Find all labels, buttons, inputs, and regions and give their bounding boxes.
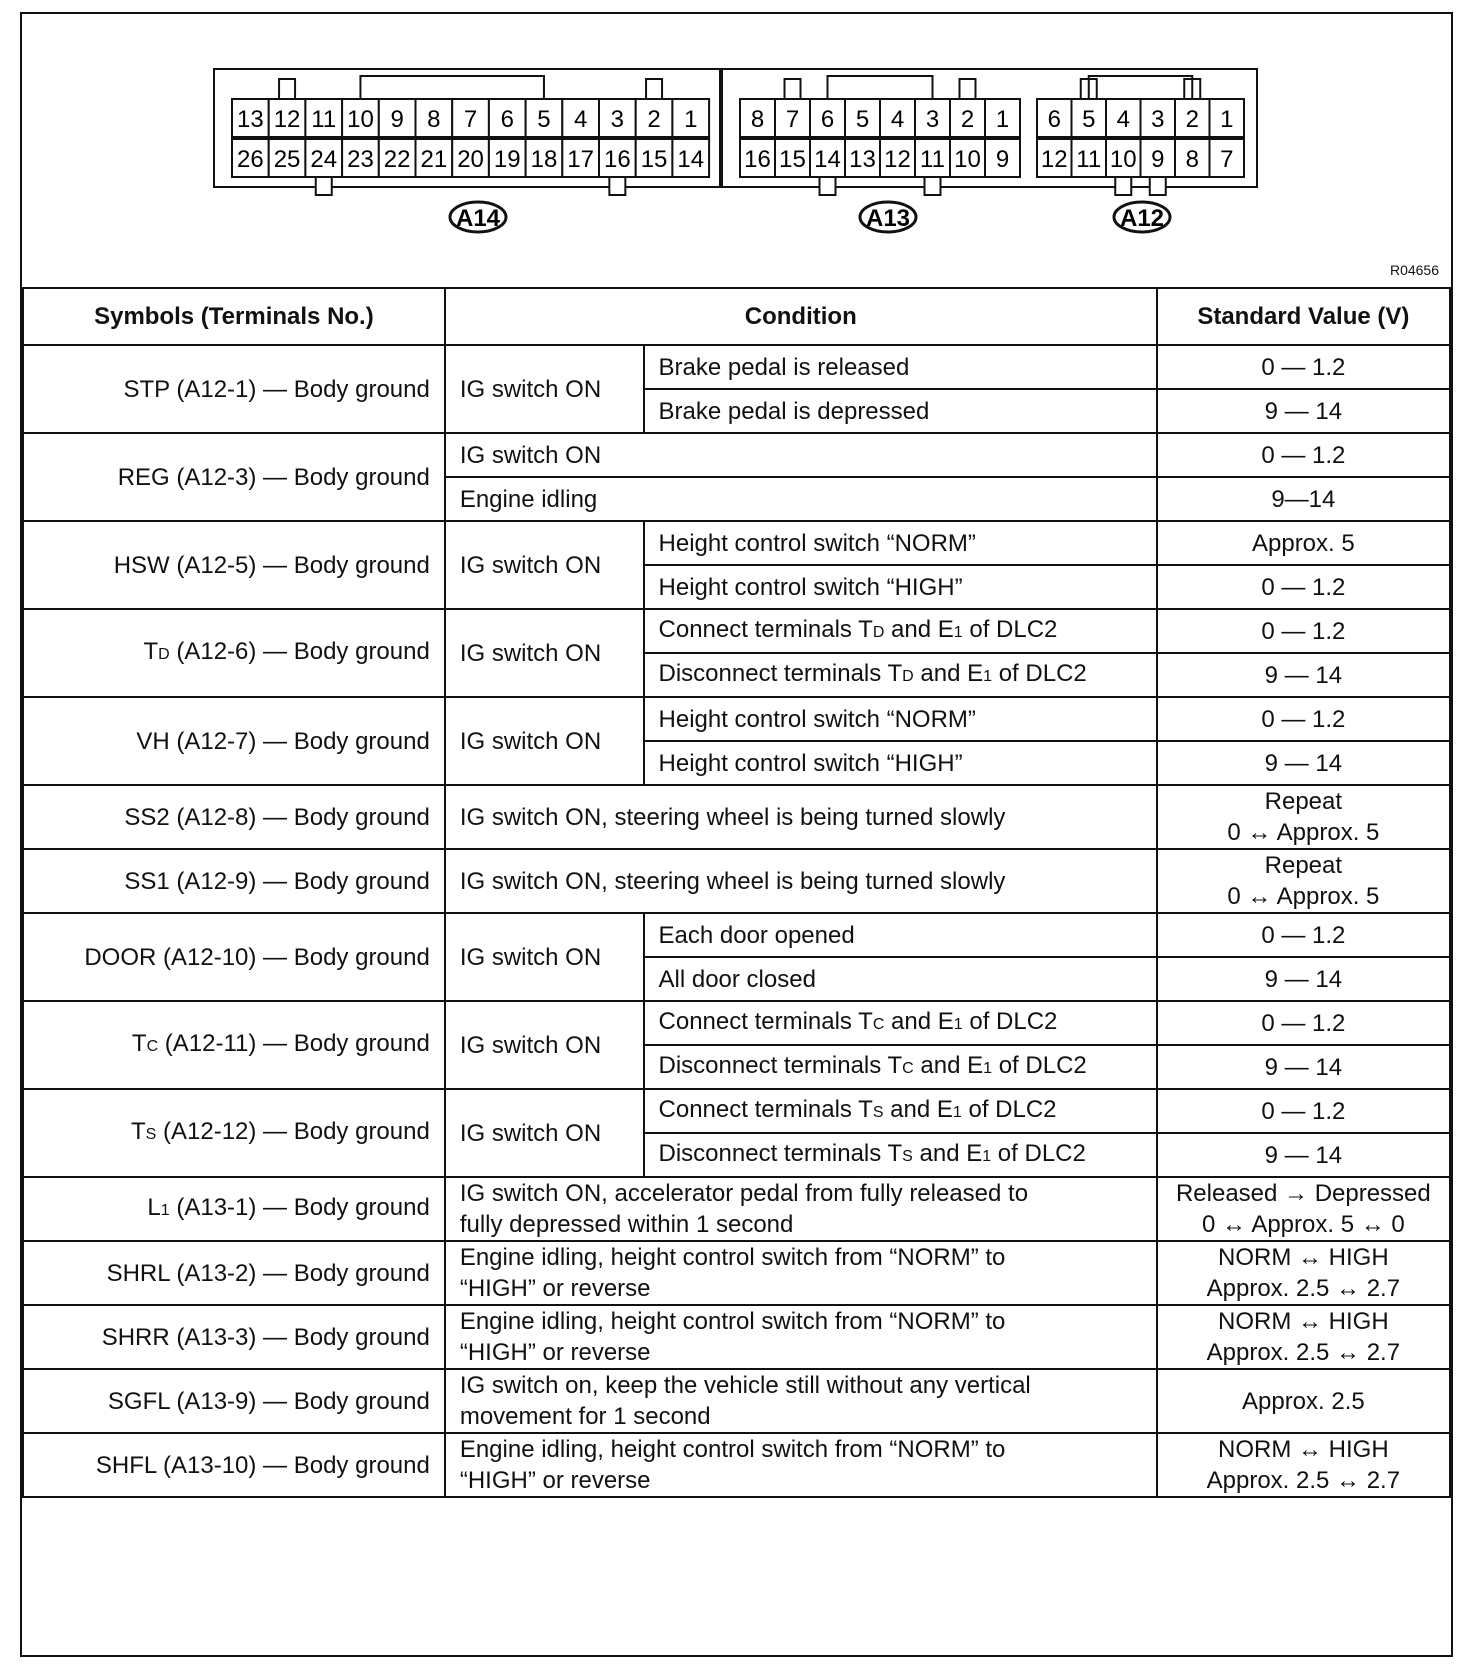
terminal-number: 5 [537, 106, 551, 133]
cond-subscript: 1 [982, 1148, 992, 1165]
condition-sub [644, 1001, 1157, 1045]
table-row [23, 521, 1450, 565]
symbol-cell: SS1 (A12-9) — Body ground [23, 849, 445, 913]
condition-sub [644, 653, 1157, 697]
cond-text: Disconnect terminals T [658, 1052, 903, 1079]
condition-sub [644, 1133, 1157, 1177]
cond-text: Connect terminals T [658, 1008, 873, 1035]
figure-ref-code: R04656 [1389, 262, 1439, 278]
condition-cell: IG switch ON [445, 433, 1157, 477]
table-row [23, 1089, 1450, 1133]
value-line: Approx. 2.5 ↔ 2.7 [1206, 1467, 1401, 1494]
terminal-number: 23 [347, 146, 374, 173]
standard-value: 0 — 1.2 [1157, 697, 1450, 741]
standard-value: Approx. 2.5 [1157, 1369, 1450, 1433]
value-line: Approx. 2.5 ↔ 2.7 [1206, 1275, 1401, 1302]
terminal-number: 11 [1076, 146, 1102, 173]
table-row [23, 1177, 1450, 1241]
condition-main: IG switch ON [445, 1001, 644, 1089]
standard-value: 9—14 [1157, 477, 1450, 521]
cond-subscript: 1 [953, 624, 963, 641]
condition-main: IG switch ON [445, 521, 644, 609]
condition-main: IG switch ON [445, 1089, 644, 1177]
cond-text: and E [884, 616, 954, 643]
cond-text: of DLC2 [991, 1140, 1086, 1167]
header-standard-value: Standard Value (V) [1157, 288, 1450, 345]
condition-cell: Engine idling [445, 477, 1157, 521]
symbol-cell: VH (A12-7) — Body ground [23, 697, 445, 785]
condition-sub: Height control switch “HIGH” [644, 741, 1157, 785]
terminal-number: 7 [463, 106, 478, 133]
lock-tab [820, 177, 836, 195]
standard-value [1157, 1305, 1450, 1369]
condition-sub: Height control switch “HIGH” [644, 565, 1157, 609]
terminal-number: 10 [1109, 146, 1137, 173]
symbol-rest: (A12-11) — Body ground [158, 1030, 430, 1057]
terminal-number: 16 [603, 146, 631, 173]
cond-text: Connect terminals T [658, 1096, 873, 1123]
header-symbols: Symbols (Terminals No.) [23, 288, 445, 345]
cond-subscript: S [902, 1148, 913, 1165]
condition-sub: Each door opened [644, 913, 1157, 957]
terminal-number: 3 [925, 106, 940, 133]
symbol-prefix: L [147, 1194, 161, 1221]
standard-value [1157, 849, 1450, 913]
shorting-bar [360, 76, 544, 99]
cond-text: of DLC2 [992, 1052, 1087, 1079]
standard-value [1157, 1433, 1450, 1497]
cond-subscript: D [872, 624, 885, 641]
terminal-number: 1 [1220, 106, 1234, 133]
terminal-number: 5 [855, 106, 870, 133]
table-row [23, 1369, 1450, 1433]
connector-label: A14 [455, 205, 501, 232]
standard-value: 0 — 1.2 [1157, 1001, 1450, 1045]
terminal-number: 1 [684, 106, 698, 133]
cond-text: and E [883, 1096, 953, 1123]
terminal-number: 4 [1116, 106, 1130, 133]
lock-tab [1150, 177, 1166, 195]
value-line: NORM ↔ HIGH [1218, 1244, 1389, 1271]
terminal-number: 1 [995, 106, 1010, 133]
terminal-number: 9 [995, 146, 1010, 173]
cond-text: Disconnect terminals T [658, 1140, 903, 1167]
terminal-number: 9 [390, 106, 404, 133]
connector-svg [22, 14, 1451, 287]
terminal-number: 6 [820, 106, 835, 133]
lock-tab [609, 177, 625, 195]
lock-tab [925, 177, 941, 195]
condition-sub: Brake pedal is depressed [644, 389, 1157, 433]
table-row [23, 609, 1450, 653]
symbol-subscript: C [146, 1038, 159, 1055]
symbol-prefix: T [131, 1030, 147, 1057]
page-frame [20, 12, 1453, 1657]
cond-subscript: 1 [983, 668, 993, 685]
terminal-number: 24 [310, 146, 338, 173]
standard-value: 9 — 14 [1157, 1133, 1450, 1177]
condition-line: Engine idling, height control switch from “NORM” to [459, 1308, 1006, 1335]
table-row [23, 785, 1450, 849]
standard-value: 9 — 14 [1157, 1045, 1450, 1089]
table-row [23, 913, 1450, 957]
symbol-cell [23, 1001, 445, 1089]
condition-line: “HIGH” or reverse [459, 1275, 651, 1302]
terminal-number: 10 [347, 106, 374, 133]
condition-line: “HIGH” or reverse [459, 1339, 651, 1366]
symbol-cell [23, 609, 445, 697]
symbol-cell: SHFL (A13-10) — Body ground [23, 1433, 445, 1497]
connector-label: A12 [1119, 205, 1165, 232]
value-line: Released → Depressed [1175, 1180, 1431, 1207]
table-header-row [23, 288, 1450, 345]
standard-value: 0 — 1.2 [1157, 345, 1450, 389]
terminal-number: 11 [920, 146, 945, 173]
terminal-number: 2 [647, 106, 661, 133]
symbol-rest: (A13-1) — Body ground [169, 1194, 430, 1221]
value-line: Approx. 2.5 ↔ 2.7 [1206, 1339, 1401, 1366]
condition-sub: Height control switch “NORM” [644, 521, 1157, 565]
symbol-subscript: 1 [160, 1202, 170, 1219]
condition-sub [644, 609, 1157, 653]
symbol-rest: (A12-12) — Body ground [156, 1118, 430, 1145]
table-row [23, 345, 1450, 389]
shorting-bar [828, 76, 933, 99]
condition-line: IG switch on, keep the vehicle still without any vertical [459, 1372, 1031, 1399]
terminal-number: 6 [1047, 106, 1061, 133]
terminal-number: 10 [954, 146, 981, 173]
table-row [23, 697, 1450, 741]
table-row [23, 1241, 1450, 1305]
terminal-number: 9 [1151, 146, 1165, 173]
symbol-subscript: D [158, 646, 170, 663]
symbol-cell: SS2 (A12-8) — Body ground [23, 785, 445, 849]
terminal-number: 8 [1185, 146, 1199, 173]
standard-value [1157, 785, 1450, 849]
cond-text: Connect terminals T [658, 616, 873, 643]
symbol-cell: SHRR (A13-3) — Body ground [23, 1305, 445, 1369]
terminal-number: 26 [236, 146, 264, 173]
cond-text: Disconnect terminals T [658, 660, 903, 687]
symbol-cell: REG (A12-3) — Body ground [23, 433, 445, 521]
terminal-number: 18 [530, 146, 558, 173]
cond-text: and E [884, 1008, 954, 1035]
standard-value: 0 — 1.2 [1157, 433, 1450, 477]
terminal-number: 16 [744, 146, 771, 173]
value-line: Repeat [1264, 788, 1343, 815]
condition-main: IG switch ON [445, 697, 644, 785]
table-row [23, 1433, 1450, 1497]
value-line: 0 ↔ Approx. 5 [1227, 819, 1380, 846]
symbol-cell [23, 1089, 445, 1177]
connector-diagram [22, 14, 1451, 287]
condition-line: fully depressed within 1 second [459, 1211, 794, 1238]
standard-value: Approx. 5 [1157, 521, 1450, 565]
condition-cell [445, 1241, 1157, 1305]
condition-cell [445, 1369, 1157, 1433]
condition-cell: IG switch ON, steering wheel is being turned slowly [445, 849, 1157, 913]
terminal-number: 17 [567, 146, 595, 173]
cond-subscript: C [902, 1060, 914, 1077]
terminal-number: 8 [750, 106, 765, 133]
terminal-number: 11 [311, 106, 337, 133]
terminal-number: 12 [1040, 146, 1068, 173]
condition-line: Engine idling, height control switch from “NORM” to [459, 1244, 1006, 1271]
standard-value: 9 — 14 [1157, 741, 1450, 785]
lock-tab [646, 79, 662, 99]
connector-label: A13 [865, 205, 911, 232]
terminal-number: 3 [1151, 106, 1165, 133]
terminal-number: 4 [890, 106, 905, 133]
cond-subscript: 1 [952, 1104, 962, 1121]
terminal-number: 21 [420, 146, 448, 173]
terminal-number: 7 [1220, 146, 1234, 173]
terminal-spec-table [22, 287, 1451, 1498]
symbol-cell: SGFL (A13-9) — Body ground [23, 1369, 445, 1433]
standard-value: 9 — 14 [1157, 389, 1450, 433]
terminal-number: 14 [814, 146, 841, 173]
lock-tab [316, 177, 332, 195]
cond-text: of DLC2 [961, 1096, 1057, 1123]
condition-line: movement for 1 second [459, 1403, 711, 1430]
condition-sub [644, 1089, 1157, 1133]
header-condition: Condition [445, 288, 1157, 345]
condition-cell [445, 1305, 1157, 1369]
terminal-number: 12 [273, 106, 301, 133]
symbol-cell [23, 1177, 445, 1241]
lock-tab [960, 79, 976, 99]
condition-line: “HIGH” or reverse [459, 1467, 651, 1494]
shorting-bar [1089, 76, 1193, 99]
symbol-cell: SHRL (A13-2) — Body ground [23, 1241, 445, 1305]
terminal-number: 6 [500, 106, 514, 133]
standard-value [1157, 1177, 1450, 1241]
table-row [23, 1305, 1450, 1369]
standard-value: 0 — 1.2 [1157, 1089, 1450, 1133]
terminal-number: 22 [383, 146, 411, 173]
cond-text: and E [912, 1140, 983, 1167]
terminal-number: 8 [427, 106, 441, 133]
condition-sub: All door closed [644, 957, 1157, 1001]
standard-value [1157, 1241, 1450, 1305]
cond-subscript: D [902, 668, 914, 685]
symbol-cell: HSW (A12-5) — Body ground [23, 521, 445, 609]
terminal-number: 15 [779, 146, 806, 173]
condition-main: IG switch ON [445, 345, 644, 433]
terminal-number: 14 [677, 146, 705, 173]
standard-value: 9 — 14 [1157, 653, 1450, 697]
table-row [23, 1001, 1450, 1045]
value-line: 0 ↔ Approx. 5 ↔ 0 [1201, 1211, 1405, 1238]
condition-main: IG switch ON [445, 609, 644, 697]
condition-cell [445, 1177, 1157, 1241]
symbol-subscript: S [145, 1126, 157, 1143]
cond-text: of DLC2 [962, 616, 1058, 643]
cond-text: of DLC2 [962, 1008, 1058, 1035]
symbol-rest: (A12-6) — Body ground [169, 638, 430, 665]
symbol-cell: DOOR (A12-10) — Body ground [23, 913, 445, 1001]
condition-sub [644, 1045, 1157, 1089]
value-line: NORM ↔ HIGH [1218, 1436, 1389, 1463]
terminal-number: 13 [849, 146, 876, 173]
condition-line: Engine idling, height control switch from “NORM” to [459, 1436, 1006, 1463]
symbol-cell: STP (A12-1) — Body ground [23, 345, 445, 433]
condition-cell [445, 1433, 1157, 1497]
value-line: 0 ↔ Approx. 5 [1227, 883, 1380, 910]
terminal-number: 2 [960, 106, 975, 133]
symbol-prefix: T [143, 638, 159, 665]
terminal-number: 20 [457, 146, 484, 173]
cond-subscript: 1 [953, 1016, 963, 1033]
terminal-number: 3 [610, 106, 625, 133]
cond-text: and E [913, 660, 984, 687]
condition-main: IG switch ON [445, 913, 644, 1001]
standard-value: 0 — 1.2 [1157, 565, 1450, 609]
terminal-number: 19 [493, 146, 521, 173]
terminal-number: 12 [884, 146, 911, 173]
cond-text: and E [913, 1052, 984, 1079]
terminal-number: 15 [640, 146, 668, 173]
value-line: Repeat [1264, 852, 1343, 879]
lock-tab [785, 79, 801, 99]
table-row [23, 849, 1450, 913]
terminal-number: 4 [573, 106, 588, 133]
terminal-number: 25 [273, 146, 301, 173]
value-line: NORM ↔ HIGH [1218, 1308, 1389, 1335]
standard-value: 9 — 14 [1157, 957, 1450, 1001]
terminal-number: 2 [1185, 106, 1199, 133]
condition-cell: IG switch ON, steering wheel is being turned slowly [445, 785, 1157, 849]
lock-tab [1115, 177, 1131, 195]
condition-line: IG switch ON, accelerator pedal from fully released to [459, 1180, 1029, 1207]
terminal-number: 5 [1082, 106, 1096, 133]
standard-value: 0 — 1.2 [1157, 609, 1450, 653]
standard-value: 0 — 1.2 [1157, 913, 1450, 957]
cond-subscript: C [872, 1016, 885, 1033]
lock-tab [279, 79, 295, 99]
symbol-prefix: T [131, 1118, 146, 1145]
cond-subscript: S [872, 1104, 884, 1121]
cond-text: of DLC2 [992, 660, 1087, 687]
table-row [23, 433, 1450, 477]
terminal-number: 13 [236, 106, 264, 133]
terminal-number: 7 [785, 106, 800, 133]
condition-sub: Height control switch “NORM” [644, 697, 1157, 741]
cond-subscript: 1 [983, 1060, 993, 1077]
condition-sub: Brake pedal is released [644, 345, 1157, 389]
